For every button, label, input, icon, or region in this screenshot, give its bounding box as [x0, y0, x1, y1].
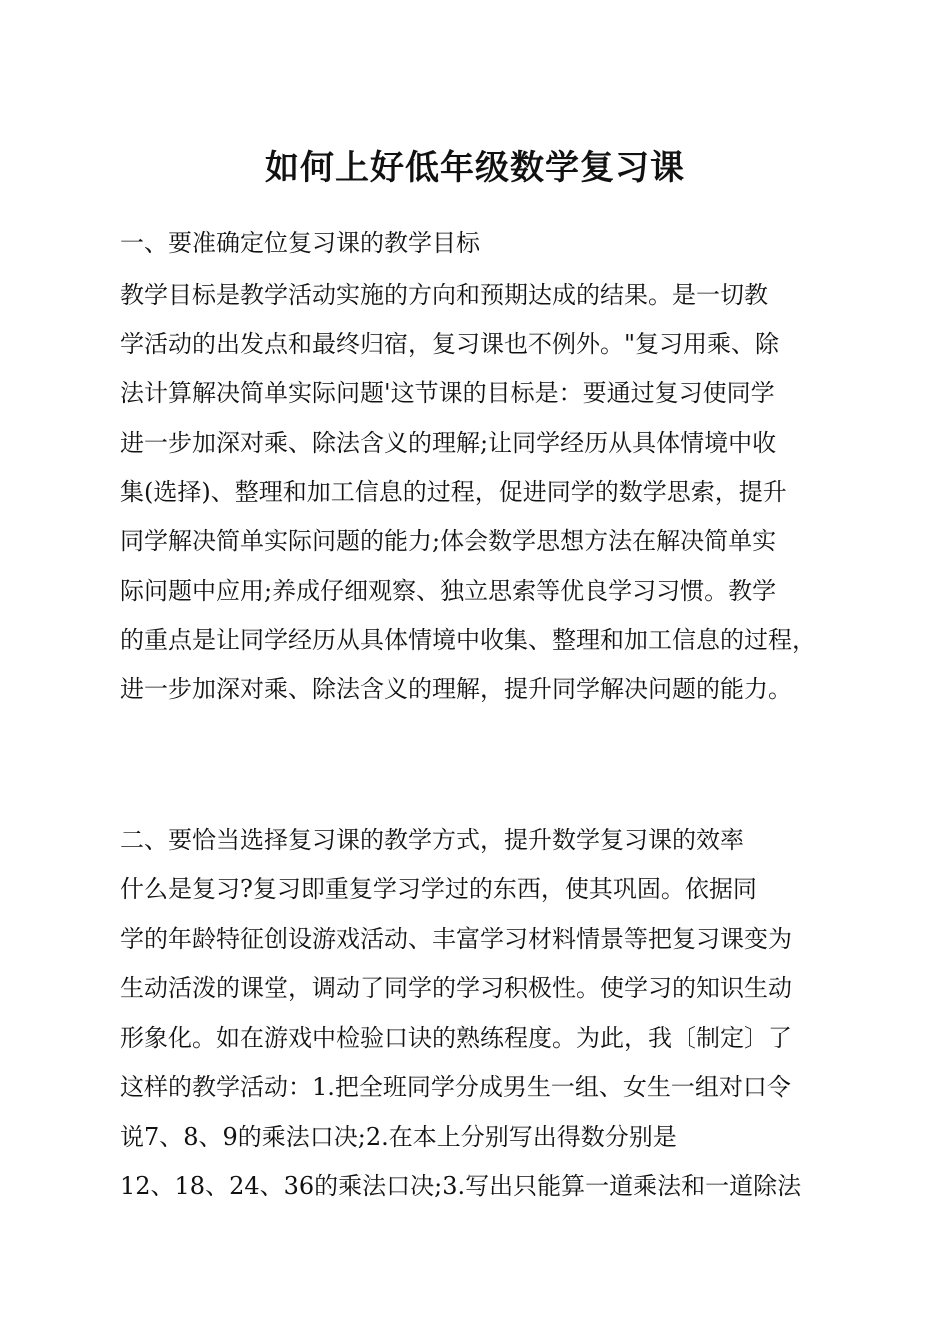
- section-1-line: 集(选择)、整理和加工信息的过程，促进同学的数学思索，提升: [120, 478, 787, 506]
- section-1-heading: 一、要准确定位复习课的教学目标: [120, 229, 480, 257]
- section-2-line: 说7、8、9的乘法口决;2.在本上分别写出得数分别是: [120, 1123, 677, 1151]
- section-2-line: 学的年龄特征创设游戏活动、丰富学习材料情景等把复习课变为: [120, 925, 792, 953]
- section-1-line: 际问题中应用;养成仔细观察、独立思索等优良学习习惯。教学: [120, 577, 777, 605]
- section-2-line: 什么是复习?复习即重复学习学过的东西，使其巩固。依据同: [120, 875, 757, 903]
- section-1-line: 的重点是让同学经历从具体情境中收集、整理和加工信息的过程，: [120, 626, 816, 654]
- section-1-line: 同学解决简单实际问题的能力;体会数学思想方法在解决简单实: [120, 527, 777, 555]
- section-1-line: 进一步加深对乘、除法含义的理解，提升同学解决问题的能力。: [120, 675, 792, 703]
- section-2-line: 12、18、24、36的乘法口决;3.写出只能算一道乘法和一道除法: [120, 1172, 802, 1200]
- document-title: 如何上好低年级数学复习课: [265, 148, 685, 188]
- section-1-line: 学活动的出发点和最终归宿，复习课也不例外。"复习用乘、除: [120, 330, 780, 358]
- section-2-line: 这样的教学活动：1.把全班同学分成男生一组、女生一组对口令: [120, 1073, 791, 1101]
- section-2-line: 形象化。如在游戏中检验口诀的熟练程度。为此，我〔制定〕了: [120, 1024, 792, 1052]
- section-1-line: 教学目标是教学活动实施的方向和预期达成的结果。是一切教: [120, 281, 768, 309]
- section-2-line: 生动活泼的课堂，调动了同学的学习积极性。使学习的知识生动: [120, 974, 792, 1002]
- section-2-heading: 二、要恰当选择复习课的教学方式，提升数学复习课的效率: [120, 826, 744, 854]
- section-1-line: 进一步加深对乘、除法含义的理解;让同学经历从具体情境中收: [120, 429, 777, 457]
- section-1-line: 法计算解决简单实际问题'这节课的目标是：要通过复习使同学: [120, 379, 775, 407]
